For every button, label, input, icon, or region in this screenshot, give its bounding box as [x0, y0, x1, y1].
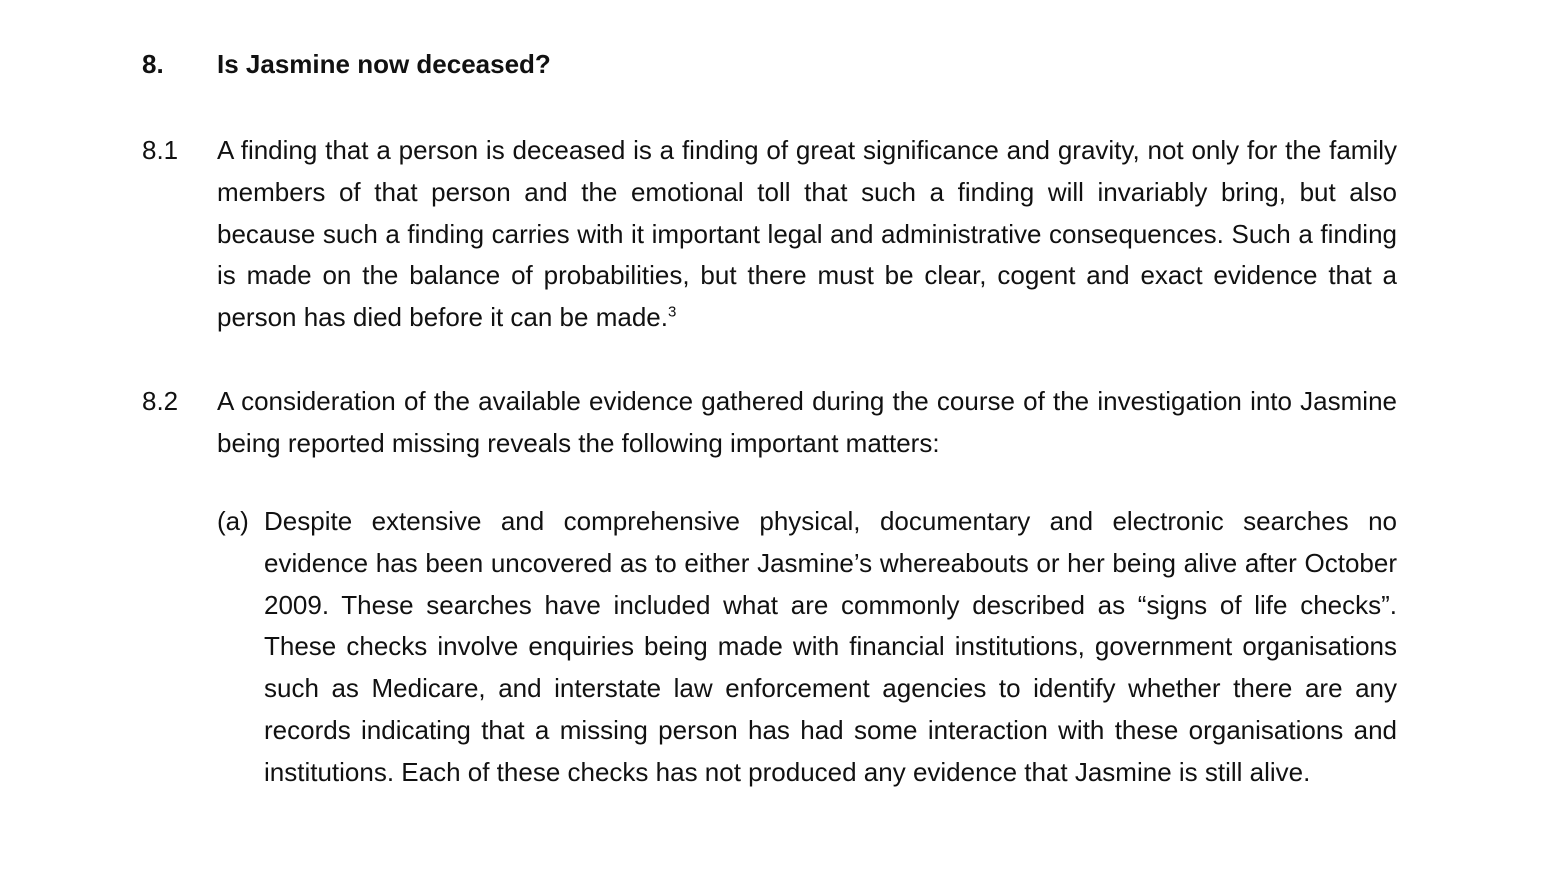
subparagraph-label: (a)	[217, 506, 249, 536]
paragraph-8-2	[142, 381, 1397, 465]
paragraph-text	[217, 130, 1397, 339]
subparagraph-text: Despite extensive and comprehensive physical, documentary and electronic searches no evidence has been uncovered as to either Jasmine’s whereabouts or her being alive after October 2009. These searches have included what are commonly described as “signs of life checks”. These checks involve enquiries being made with financial institutions, government organisations such as Medicare, and interstate law enforcement agencies to identify whether there are any records indicating that a missing person has had some interaction with these organisations and institutions. Each of these checks has not produced any evidence that Jasmine is still alive.	[264, 506, 1397, 787]
paragraph-body: A finding that a person is deceased is a finding of great significance and gravity, not only for the family members of that person and the emotional toll that such a finding will invariably bring, but also because such a finding carries with it important legal and administrative consequences. Such a finding is made on the balance of probabilities, but there must be clear, cogent and exact evidence that a person has died before it can be made.	[217, 135, 1397, 333]
section-number: 8.	[142, 49, 164, 79]
section-title: Is Jasmine now deceased?	[217, 49, 551, 79]
paragraph-8-1	[142, 130, 1397, 339]
footnote-reference[interactable]: 3	[667, 303, 677, 321]
subparagraph-a	[217, 501, 1397, 794]
paragraph-text: A consideration of the available evidence gathered during the course of the investigation into Jasmine being reported missing reveals the following important matters:	[217, 386, 1397, 458]
paragraph-number: 8.1	[142, 135, 179, 165]
paragraph-number: 8.2	[142, 386, 179, 416]
